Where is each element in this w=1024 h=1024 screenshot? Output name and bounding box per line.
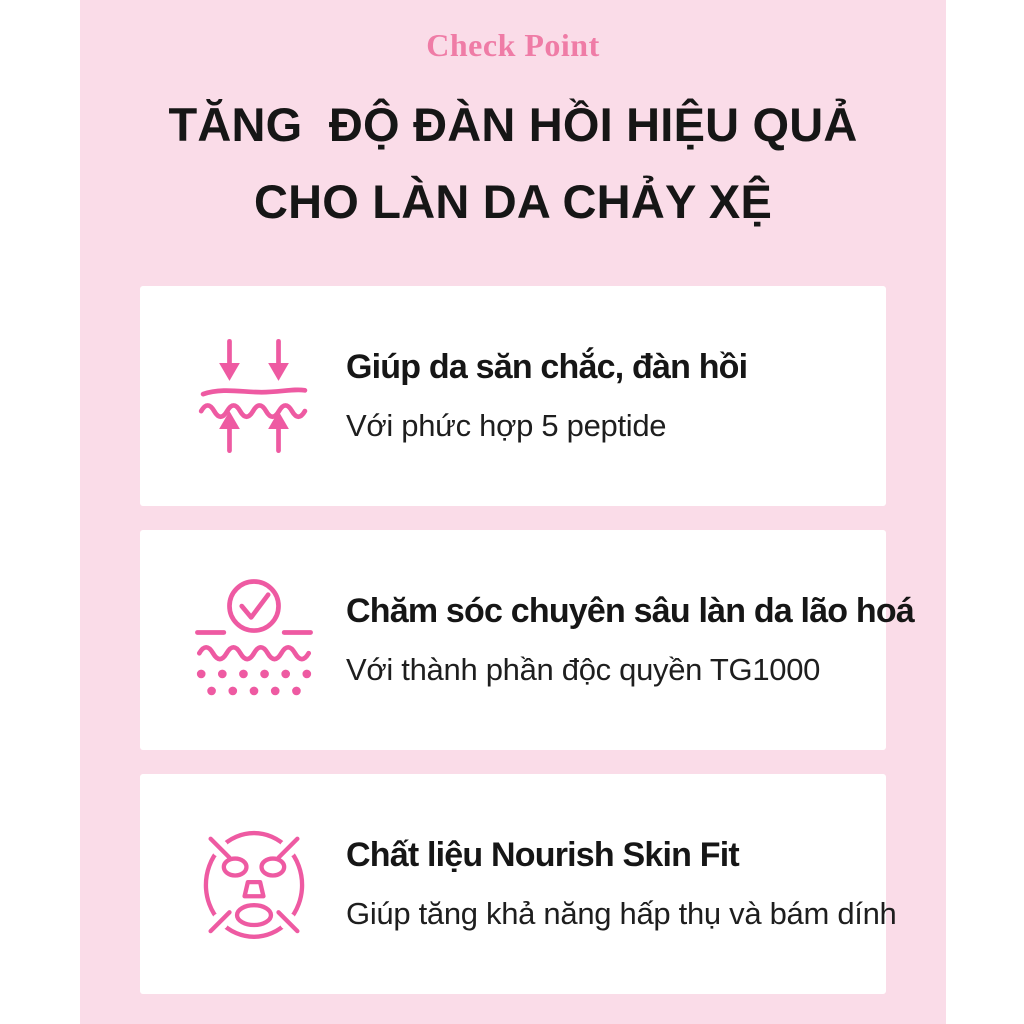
card-subtitle: Với thành phần độc quyền TG1000 — [346, 652, 821, 687]
infographic-panel — [80, 0, 946, 1024]
card-title: Giúp da săn chắc, đàn hồi — [346, 348, 748, 386]
title-line-1: TĂNG ĐỘ ĐÀN HỒI HIỆU QUẢ — [168, 98, 858, 151]
feature-card-list — [140, 286, 914, 1018]
card-subtitle: Giúp tăng khả năng hấp thụ và bám dính — [346, 896, 897, 931]
feature-card-elasticity — [140, 286, 886, 506]
skin-elasticity-arrows-icon — [188, 330, 320, 462]
card-text-block — [346, 592, 914, 688]
card-text-block — [346, 836, 897, 932]
card-title: Chất liệu Nourish Skin Fit — [346, 836, 739, 874]
checkpoint-label: Check Point — [426, 27, 600, 63]
title-line-2: CHO LÀN DA CHẢY XỆ — [253, 175, 773, 228]
card-title: Chăm sóc chuyên sâu làn da lão hoá — [346, 592, 914, 630]
feature-card-deep-care — [140, 530, 914, 750]
feature-card-mask-material — [140, 774, 897, 994]
page-title — [80, 86, 946, 240]
card-text-block — [346, 348, 747, 444]
card-subtitle: Với phức hợp 5 peptide — [346, 408, 667, 443]
sheet-mask-face-icon — [188, 818, 320, 950]
skin-check-circle-icon — [188, 574, 320, 706]
